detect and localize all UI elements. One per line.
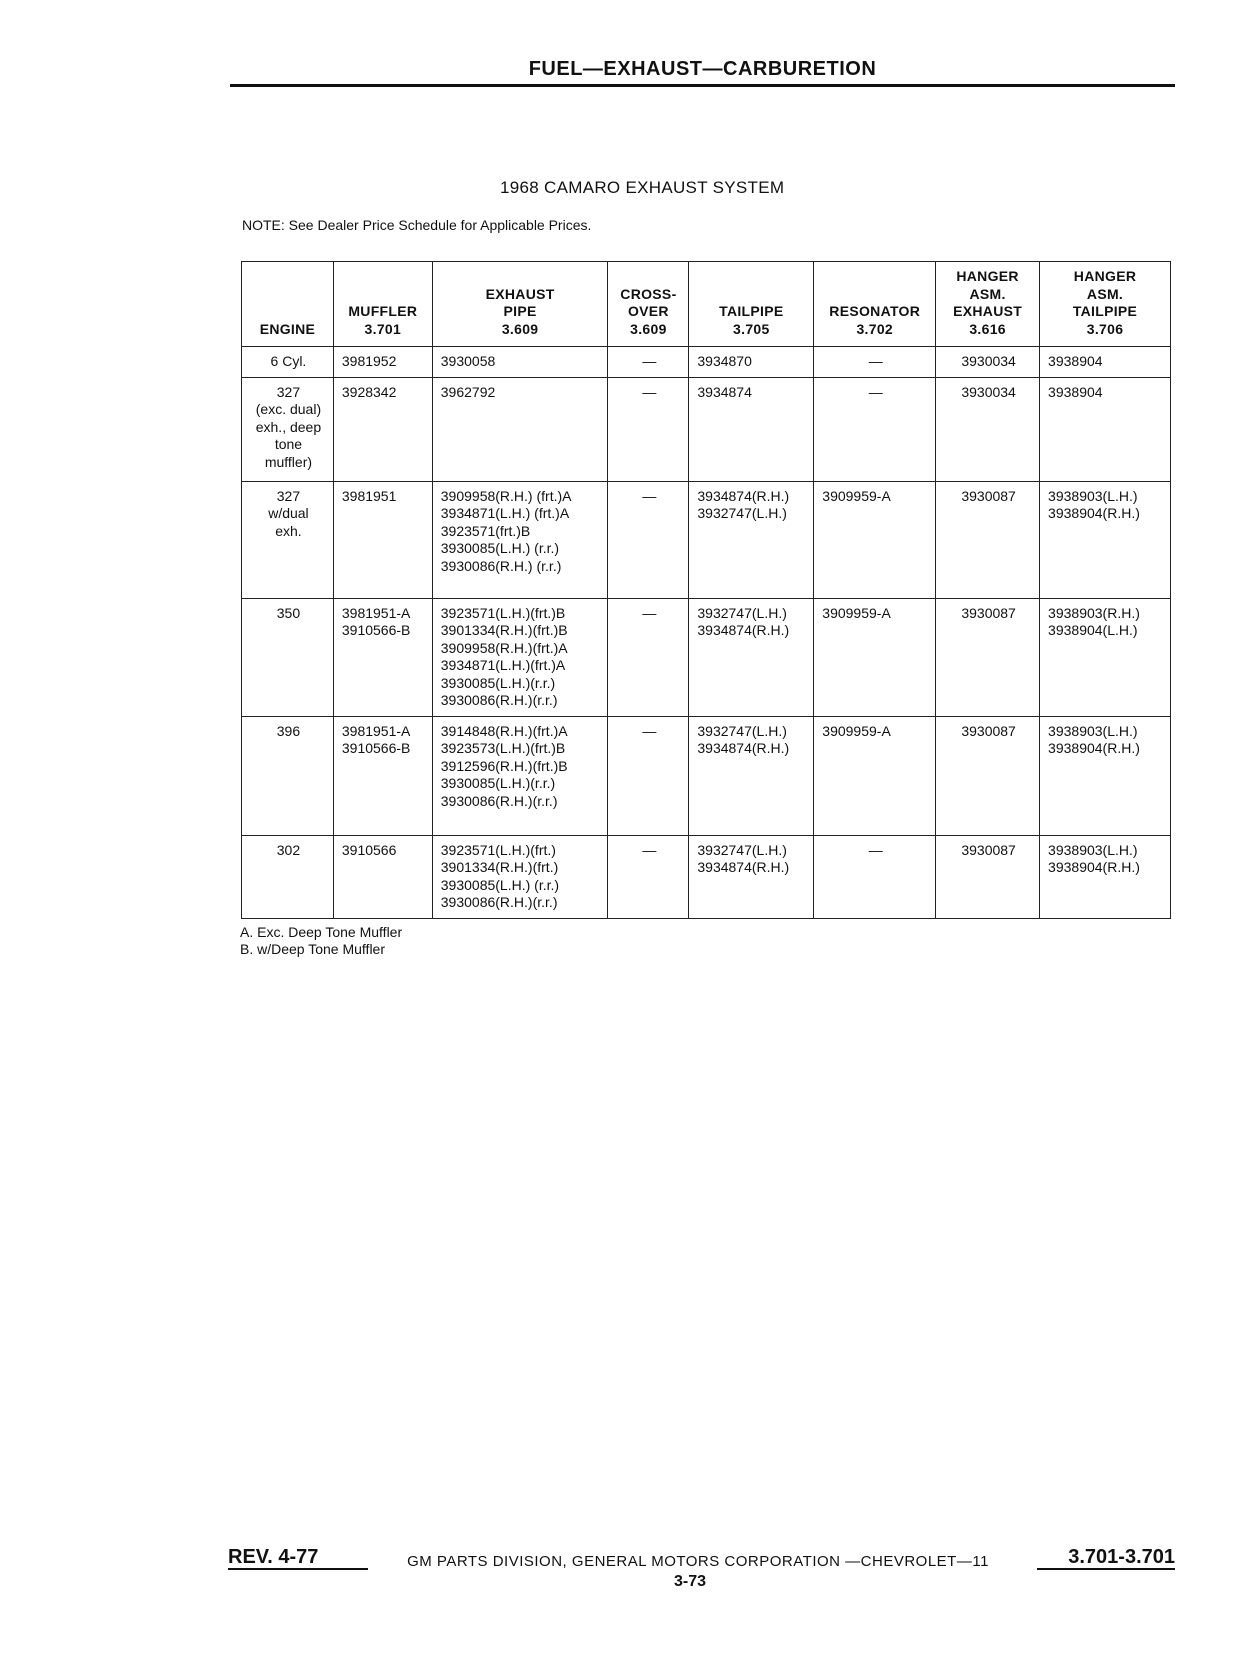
exhaust-parts-table (241, 261, 1171, 919)
crossover-cell: — (608, 377, 689, 481)
crossover-cell: — (608, 716, 689, 835)
hanger-exhaust-cell: 3930034 (936, 347, 1040, 378)
hanger-tailpipe-cell: 3938904 (1040, 377, 1171, 481)
muffler-cell: 3981952 (333, 347, 432, 378)
resonator-cell: 3909959-A (814, 716, 936, 835)
exhaust-pipe-cell: 3914848(R.H.)(frt.)A 3923573(L.H.)(frt.)B 3912596(R.H.)(frt.)B 3930085(L.H.)(r.r.) 3930086(R.H.)(r.r.) (432, 716, 608, 835)
resonator-cell: 3909959-A (814, 598, 936, 716)
document-title: 1968 CAMARO EXHAUST SYSTEM (500, 178, 785, 197)
column-header: ENGINE (242, 262, 334, 347)
page-header-title: FUEL—EXHAUST—CARBURETION (528, 58, 877, 80)
muffler-cell: 3981951-A 3910566-B (333, 716, 432, 835)
engine-cell: 327 (exc. dual) exh., deep tone muffler) (242, 377, 334, 481)
table-row (242, 347, 1171, 378)
page-number: 3-73 (673, 1573, 707, 1590)
muffler-cell: 3981951 (333, 481, 432, 598)
muffler-cell: 3928342 (333, 377, 432, 481)
crossover-cell: — (608, 481, 689, 598)
exhaust-pipe-cell: 3909958(R.H.) (frt.)A 3934871(L.H.) (frt.)A 3923571(frt.)B 3930085(L.H.) (r.r.) 3930086(R.H.) (r.r.) (432, 481, 608, 598)
tailpipe-cell: 3932747(L.H.) 3934874(R.H.) (689, 835, 814, 918)
exhaust-pipe-cell: 3923571(L.H.)(frt.)B 3901334(R.H.)(frt.)B 3909958(R.H.)(frt.)A 3934871(L.H.)(frt.)A 3930085(L.H.)(r.r.) 3930086(R.H.)(r.r.) (432, 598, 608, 716)
header-rule (230, 84, 1175, 87)
engine-cell: 327 w/dual exh. (242, 481, 334, 598)
table-header-row (242, 262, 1171, 347)
hanger-tailpipe-cell: 3938904 (1040, 347, 1171, 378)
tailpipe-cell: 3934874(R.H.) 3932747(L.H.) (689, 481, 814, 598)
table-row (242, 835, 1171, 918)
column-header: HANGER ASM. EXHAUST 3.616 (936, 262, 1040, 347)
crossover-cell: — (608, 347, 689, 378)
hanger-tailpipe-cell: 3938903(L.H.) 3938904(R.H.) (1040, 835, 1171, 918)
table-row (242, 598, 1171, 716)
footnotes (240, 924, 402, 958)
hanger-tailpipe-cell: 3938903(R.H.) 3938904(L.H.) (1040, 598, 1171, 716)
section-code: 3.701-3.701 (1068, 1546, 1175, 1568)
publisher-line: GM PARTS DIVISION, GENERAL MOTORS CORPORATION —CHEVROLET—11 (407, 1553, 989, 1570)
muffler-cell: 3981951-A 3910566-B (333, 598, 432, 716)
muffler-cell: 3910566 (333, 835, 432, 918)
resonator-cell: 3909959-A (814, 481, 936, 598)
column-header: CROSS- OVER 3.609 (608, 262, 689, 347)
resonator-cell: — (814, 347, 936, 378)
engine-cell: 396 (242, 716, 334, 835)
tailpipe-cell: 3932747(L.H.) 3934874(R.H.) (689, 598, 814, 716)
exhaust-pipe-cell: 3962792 (432, 377, 608, 481)
table-row (242, 377, 1171, 481)
tailpipe-cell: 3932747(L.H.) 3934874(R.H.) (689, 716, 814, 835)
footnote-b: B. w/Deep Tone Muffler (240, 941, 386, 957)
column-header: HANGER ASM. TAILPIPE 3.706 (1040, 262, 1171, 347)
column-header: TAILPIPE 3.705 (689, 262, 814, 347)
column-header: MUFFLER 3.701 (333, 262, 432, 347)
exhaust-pipe-cell: 3923571(L.H.)(frt.) 3901334(R.H.)(frt.) 3930085(L.H.) (r.r.) 3930086(R.H.)(r.r.) (432, 835, 608, 918)
engine-cell: 302 (242, 835, 334, 918)
hanger-exhaust-cell: 3930087 (936, 835, 1040, 918)
hanger-tailpipe-cell: 3938903(L.H.) 3938904(R.H.) (1040, 481, 1171, 598)
hanger-exhaust-cell: 3930087 (936, 716, 1040, 835)
footnote-a: A. Exc. Deep Tone Muffler (240, 924, 403, 940)
hanger-exhaust-cell: 3930087 (936, 481, 1040, 598)
table-row (242, 481, 1171, 598)
engine-cell: 350 (242, 598, 334, 716)
engine-cell: 6 Cyl. (242, 347, 334, 378)
tailpipe-cell: 3934874 (689, 377, 814, 481)
crossover-cell: — (608, 835, 689, 918)
revision-label: REV. 4-77 (228, 1546, 319, 1568)
price-note: NOTE: See Dealer Price Schedule for Applicable Prices. (242, 217, 592, 233)
resonator-cell: — (814, 377, 936, 481)
hanger-exhaust-cell: 3930034 (936, 377, 1040, 481)
column-header: RESONATOR 3.702 (814, 262, 936, 347)
exhaust-pipe-cell: 3930058 (432, 347, 608, 378)
hanger-exhaust-cell: 3930087 (936, 598, 1040, 716)
tailpipe-cell: 3934870 (689, 347, 814, 378)
crossover-cell: — (608, 598, 689, 716)
column-header: EXHAUST PIPE 3.609 (432, 262, 608, 347)
table-row (242, 716, 1171, 835)
hanger-tailpipe-cell: 3938903(L.H.) 3938904(R.H.) (1040, 716, 1171, 835)
resonator-cell: — (814, 835, 936, 918)
